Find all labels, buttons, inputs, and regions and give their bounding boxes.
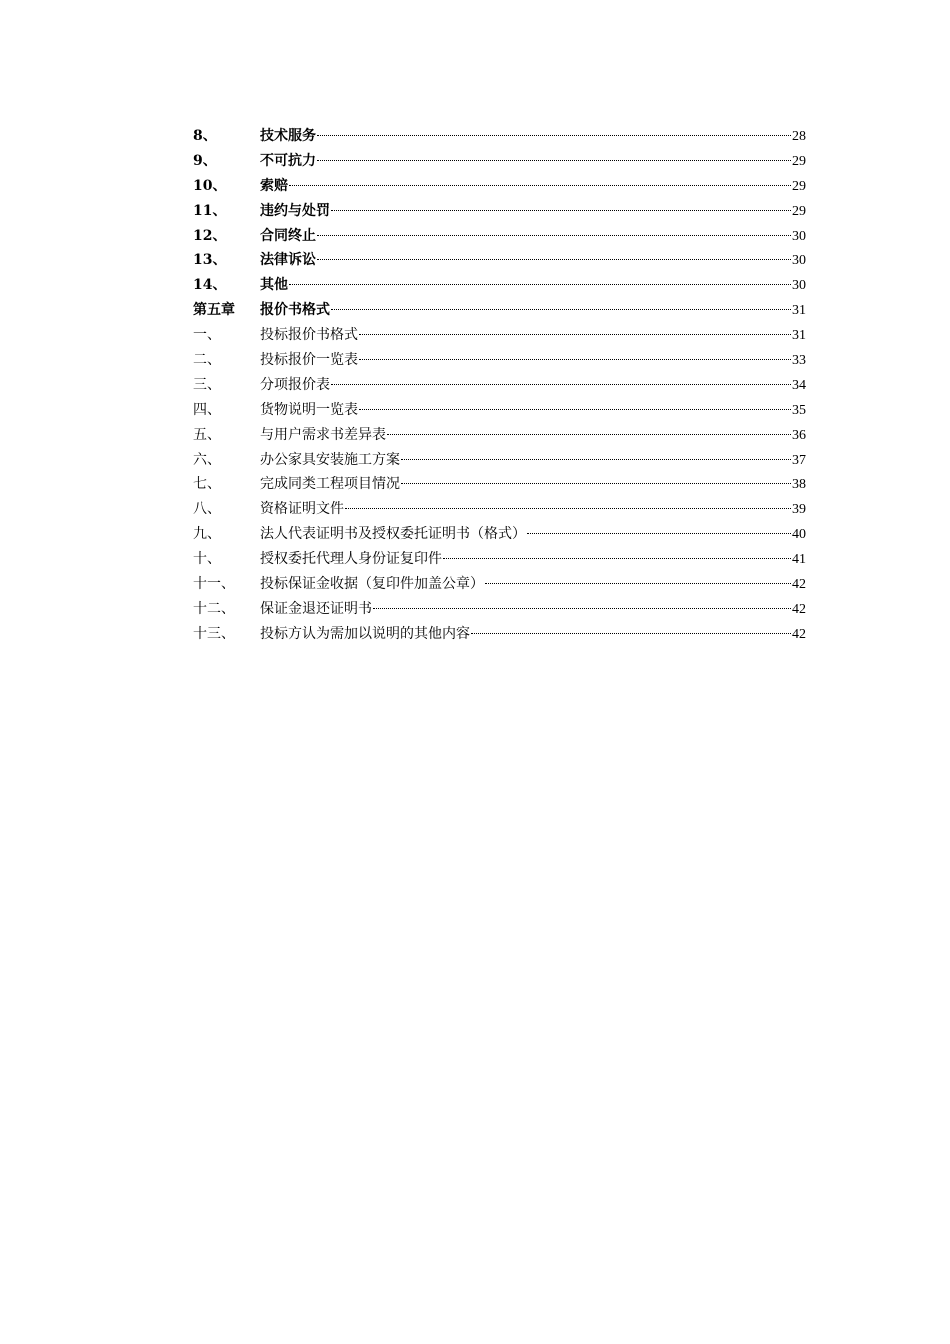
toc-entry[interactable] xyxy=(193,273,806,298)
toc-entry-number: 一、 xyxy=(193,327,221,344)
toc-entry-page: 30 xyxy=(792,228,806,244)
toc-entry-title: 授权委托代理人身份证复印件 xyxy=(260,551,442,568)
toc-entry-page: 39 xyxy=(792,502,806,518)
toc-dot-leader xyxy=(401,483,791,484)
toc-dot-leader xyxy=(373,608,791,609)
toc-entry[interactable] xyxy=(193,522,806,547)
toc-dot-leader xyxy=(317,235,791,236)
toc-entry-page: 31 xyxy=(792,303,806,319)
toc-dot-leader xyxy=(331,309,791,310)
toc-entry-page: 30 xyxy=(792,278,806,294)
toc-dot-leader xyxy=(317,160,791,161)
toc-dot-leader xyxy=(359,409,791,410)
toc-dot-leader xyxy=(317,135,791,136)
toc-entry-number: 10、 xyxy=(193,177,227,194)
toc-entry-page: 28 xyxy=(792,129,806,144)
toc-entry-number: 二、 xyxy=(193,352,221,369)
toc-dot-leader xyxy=(471,633,791,634)
toc-entry-number: 十三、 xyxy=(193,625,235,642)
toc-entry-number: 12、 xyxy=(193,227,227,244)
toc-entry[interactable] xyxy=(193,572,806,597)
toc-dot-leader xyxy=(401,459,791,460)
toc-entry-page: 37 xyxy=(792,452,806,468)
toc-entry-title: 投标报价一览表 xyxy=(260,352,358,369)
toc-dot-leader xyxy=(345,508,791,509)
toc-entry[interactable] xyxy=(193,348,806,373)
toc-entry-title: 办公家具安装施工方案 xyxy=(260,451,400,468)
toc-entry-title: 其他 xyxy=(260,277,288,294)
toc-entry-title: 投标保证金收据（复印件加盖公章） xyxy=(260,576,484,593)
toc-entry-number: 五、 xyxy=(193,426,221,443)
toc-entry-title: 合同终止 xyxy=(260,227,316,244)
toc-entry-title: 投标方认为需加以说明的其他内容 xyxy=(260,625,470,642)
toc-entry[interactable] xyxy=(193,547,806,572)
toc-entry-number: 第五章 xyxy=(193,302,235,319)
toc-entry-number: 8、 xyxy=(193,128,217,144)
toc-entry-title: 投标报价书格式 xyxy=(260,327,358,344)
toc-entry[interactable] xyxy=(193,597,806,622)
toc-entry-number: 七、 xyxy=(193,476,221,493)
toc-entry-title: 资格证明文件 xyxy=(260,501,344,518)
toc-entry[interactable] xyxy=(193,224,806,249)
toc-entry-number: 十二、 xyxy=(193,600,235,617)
toc-entry[interactable] xyxy=(193,124,806,149)
toc-entry-number: 三、 xyxy=(193,376,221,393)
toc-entry-title: 法律诉讼 xyxy=(260,252,316,269)
toc-entry[interactable] xyxy=(193,248,806,273)
toc-entry[interactable] xyxy=(193,423,806,448)
toc-entry-page: 33 xyxy=(792,353,806,369)
toc-entry-number: 13、 xyxy=(193,252,227,269)
toc-entry-page: 42 xyxy=(792,577,806,593)
toc-entry-number: 十、 xyxy=(193,551,221,568)
toc-entry[interactable] xyxy=(193,472,806,497)
toc-dot-leader xyxy=(527,533,791,534)
toc-entry[interactable] xyxy=(193,448,806,473)
toc-entry-title: 与用户需求书差异表 xyxy=(260,426,386,443)
toc-dot-leader xyxy=(331,210,791,211)
toc-entry-title: 货物说明一览表 xyxy=(260,401,358,418)
toc-entry-page: 35 xyxy=(792,402,806,418)
toc-entry-title: 保证金退还证明书 xyxy=(260,600,372,617)
toc-entry-page: 42 xyxy=(792,626,806,642)
toc-entry-page: 41 xyxy=(792,552,806,568)
toc-entry-page: 29 xyxy=(792,153,806,169)
toc-entry[interactable] xyxy=(193,497,806,522)
toc-entry-page: 40 xyxy=(792,527,806,543)
toc-entry[interactable] xyxy=(193,174,806,199)
toc-entry-number: 14、 xyxy=(193,277,227,294)
toc-entry-page: 29 xyxy=(792,178,806,194)
toc-dot-leader xyxy=(485,583,791,584)
toc-entry-number: 9、 xyxy=(193,152,217,169)
toc-entry[interactable] xyxy=(193,298,806,323)
toc-entry-page: 36 xyxy=(792,427,806,443)
table-of-contents xyxy=(193,124,806,647)
toc-entry-number: 四、 xyxy=(193,401,221,418)
toc-entry-title: 完成同类工程项目情况 xyxy=(260,476,400,493)
toc-entry-title: 法人代表证明书及授权委托证明书（格式） xyxy=(260,526,526,543)
toc-entry-title: 技术服务 xyxy=(260,128,316,144)
toc-entry[interactable] xyxy=(193,323,806,348)
toc-dot-leader xyxy=(317,259,791,260)
toc-entry[interactable] xyxy=(193,398,806,423)
toc-dot-leader xyxy=(387,434,791,435)
toc-entry[interactable] xyxy=(193,199,806,224)
toc-entry-page: 31 xyxy=(792,328,806,344)
toc-dot-leader xyxy=(359,359,791,360)
toc-dot-leader xyxy=(359,334,791,335)
toc-entry-title: 不可抗力 xyxy=(260,152,316,169)
toc-entry-number: 六、 xyxy=(193,451,221,468)
toc-entry-page: 42 xyxy=(792,601,806,617)
toc-entry[interactable] xyxy=(193,149,806,174)
toc-dot-leader xyxy=(289,185,791,186)
toc-entry-page: 29 xyxy=(792,203,806,219)
toc-entry-number: 十一、 xyxy=(193,576,235,593)
toc-entry-title: 违约与处罚 xyxy=(260,202,330,219)
toc-entry-title: 索赔 xyxy=(260,177,288,194)
toc-entry-number: 11、 xyxy=(193,202,227,219)
toc-dot-leader xyxy=(331,384,791,385)
toc-entry-number: 九、 xyxy=(193,526,221,543)
toc-entry-page: 34 xyxy=(792,377,806,393)
toc-entry-page: 30 xyxy=(792,253,806,269)
toc-dot-leader xyxy=(289,284,791,285)
toc-entry-number: 八、 xyxy=(193,501,221,518)
toc-entry[interactable] xyxy=(193,373,806,398)
toc-entry-title: 分项报价表 xyxy=(260,376,330,393)
toc-dot-leader xyxy=(443,558,791,559)
toc-entry[interactable] xyxy=(193,622,806,647)
toc-entry-title: 报价书格式 xyxy=(260,302,330,319)
toc-entry-page: 38 xyxy=(792,477,806,493)
